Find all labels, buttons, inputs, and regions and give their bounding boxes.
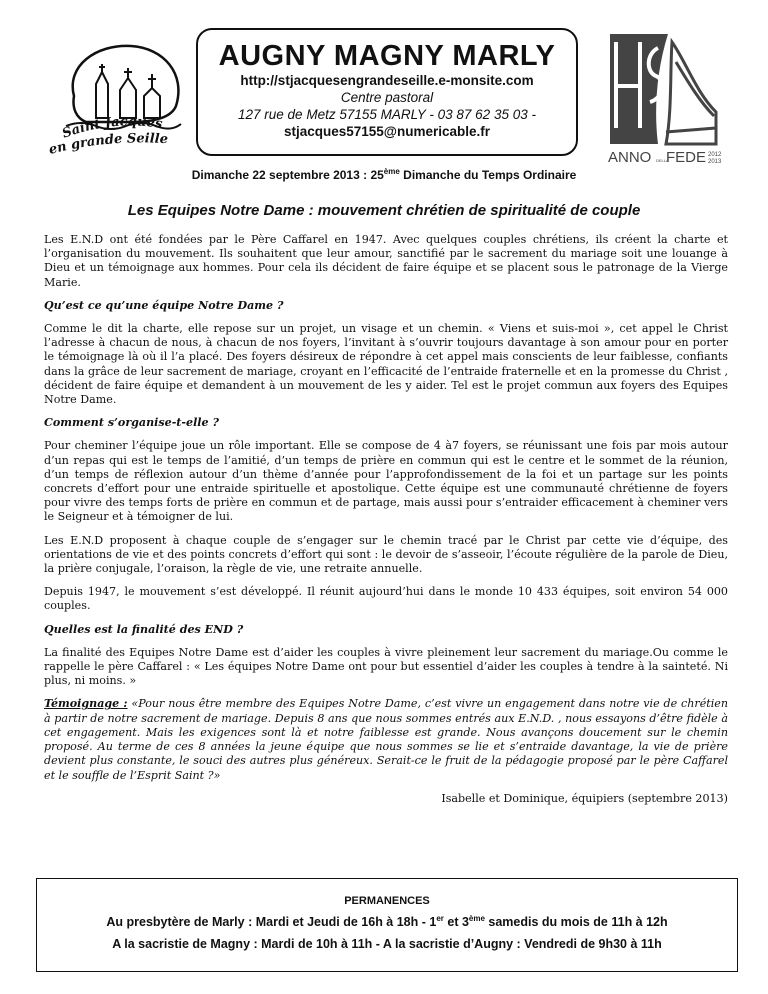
parish-logo <box>36 26 196 186</box>
paragraph: Les E.N.D proposent à chaque couple de s’engager sur le chemin tracé par le Christ par cette vie d’équipe, des orientations de vie et des points concrets d’effort qui sont : le devoir de s’asseoir, l’écoute régulière de la parole de Dieu, la prière conjugale, l’oraison, la règle de vie, une retraite annuelle. <box>44 533 728 576</box>
page-title: AUGNY MAGNY MARLY <box>218 40 556 72</box>
fede-text: FEDE <box>666 149 707 166</box>
article-body <box>44 233 728 806</box>
logo-text-line1: Saint Jacques <box>60 114 164 142</box>
intro-paragraph: Les E.N.D ont été fondées par le Père Caffarel en 1947. Avec quelques couples chrétiens, ils créent la charte et l’organisation du mouvement. Ils souhaitent que leur amour, sanctifié par le sacrement du mariage soit une louange à Dieu et un témoignage aux hommes. Pour cela ils décident de faire équipe et se placent sous le patronage de la Vierge Marie. <box>44 233 728 289</box>
header-box <box>196 28 578 156</box>
paragraph: Pour cheminer l’équipe joue un rôle important. Elle se compose de 4 à7 foyers, se réunissant une fois par mois autour d’un repas qui est le temps de l’amitié, d’un temps de prière en commun qui est le centre et le sommet de la réunion, d’un temps de réflexion autour d’un thème d’année pour l’approfondissement de la foi et un partage sur les points concrets d’effort pour une entraide spirituelle et apostolique. Cette équipe est une communauté chrétienne de foyers pour vivre des temps forts de prière en commun et de partage, mais aussi pour s’entraider efficacement à cheminer vers le Seigneur et à témoigner de lui. <box>44 439 728 524</box>
logo-text-line2: en grande Seille <box>47 131 169 158</box>
header-address: 127 rue de Metz 57155 MARLY - 03 87 62 35 03 - <box>238 107 536 122</box>
section-heading: Quelles est la finalité des END ? <box>44 622 244 636</box>
header-email[interactable]: stjacques57155@numericable.fr <box>283 124 490 139</box>
paragraph: Depuis 1947, le mouvement s’est développé. Il réunit aujourd’hui dans le monde 10 433 équipes, soit environ 54 000 couples. <box>44 585 728 613</box>
section-heading: Qu’est ce qu’une équipe Notre Dame ? <box>44 298 284 312</box>
permanence-marly: Au presbytère de Marly : Mardi et Jeudi de 16h à 18h - 1er et 3ème samedis du mois de 11h à 12h <box>106 913 668 929</box>
website-url[interactable]: http://stjacquesengrandeseille.e-monsite.com <box>240 73 534 88</box>
anno-fede-logo <box>606 32 726 172</box>
testimony <box>44 697 728 782</box>
section-heading: Comment s’organise-t-elle ? <box>44 416 219 430</box>
signature: Isabelle et Dominique, équipiers (septembre 2013) <box>441 791 728 805</box>
year-2: 2013 <box>708 159 722 165</box>
permanences-title: PERMANENCES <box>344 895 430 907</box>
permanence-magny-augny: A la sacristie de Magny : Mardi de 10h à 11h - A la sacristie d’Augny : Vendredi de 9h30 à 11h <box>112 937 662 951</box>
liturgical-date: Dimanche 22 septembre 2013 : 25ème Dimanche du Temps Ordinaire <box>191 167 577 182</box>
testimony-text: «Pour nous être membre des Equipes Notre Dame, c’est vivre un engagement dans notre vie de chrétien à partir de notre sacrement de mariage. Depuis 8 ans que nous sommes entrés aux E.N.D. , nous essayons d’être fidèle à cet engagement. Mais les exigences sont là et notre faiblesse est grande. Nous avançons doucement sur le chemin proposé. Au terme de ces 8 années la jeune équipe que nous sommes se lie et s’entraide davantage, la vie de prière devient plus constante, le souci des autres plus généreux. Serait-ce le fruit de la pédagogie proposé par le père Caffarel et le souffle de l’Esprit Saint ?» <box>44 697 728 782</box>
paragraph: La finalité des Equipes Notre Dame est d’aider les couples à vivre pleinement leur sacrement du mariage.Ou comme le rappelle le père Caffarel : « Les équipes Notre Dame ont pour but essentiel d’aider les couples à tendre à la sainteté. Ni plus, ni moins. » <box>44 645 728 688</box>
testimony-label: Témoignage : <box>44 697 128 711</box>
anno-text: ANNO <box>608 149 652 166</box>
article-title: Les Equipes Notre Dame : mouvement chrétien de spiritualité de couple <box>127 202 641 219</box>
header-subtitle: Centre pastoral <box>340 90 434 105</box>
paragraph: Comme le dit la charte, elle repose sur un projet, un visage et un chemin. « Viens et suis-moi », cet appel le Christ l’adresse à chacun de nous, à chacun de nos foyers, l’invitant à s’ouvrir toujours davantage à son amour pour en porter le témoignage là où il l’a placé. Des foyers désireux de répondre à cet appel mais conscients de leur faiblesse, confiants dans la grâce de leur sacrement de mariage, croyant en l’efficacité de l’entraide fraternelle et en la promesse du Christ , décident de faire équipe et demandent à un mouvement de les y aider. Tel est le projet commun aux foyers des Equipes Notre Dame. <box>44 322 728 407</box>
permanences-box <box>36 878 738 972</box>
year-1: 2012 <box>708 152 722 158</box>
della-text: DELLA <box>656 158 669 163</box>
